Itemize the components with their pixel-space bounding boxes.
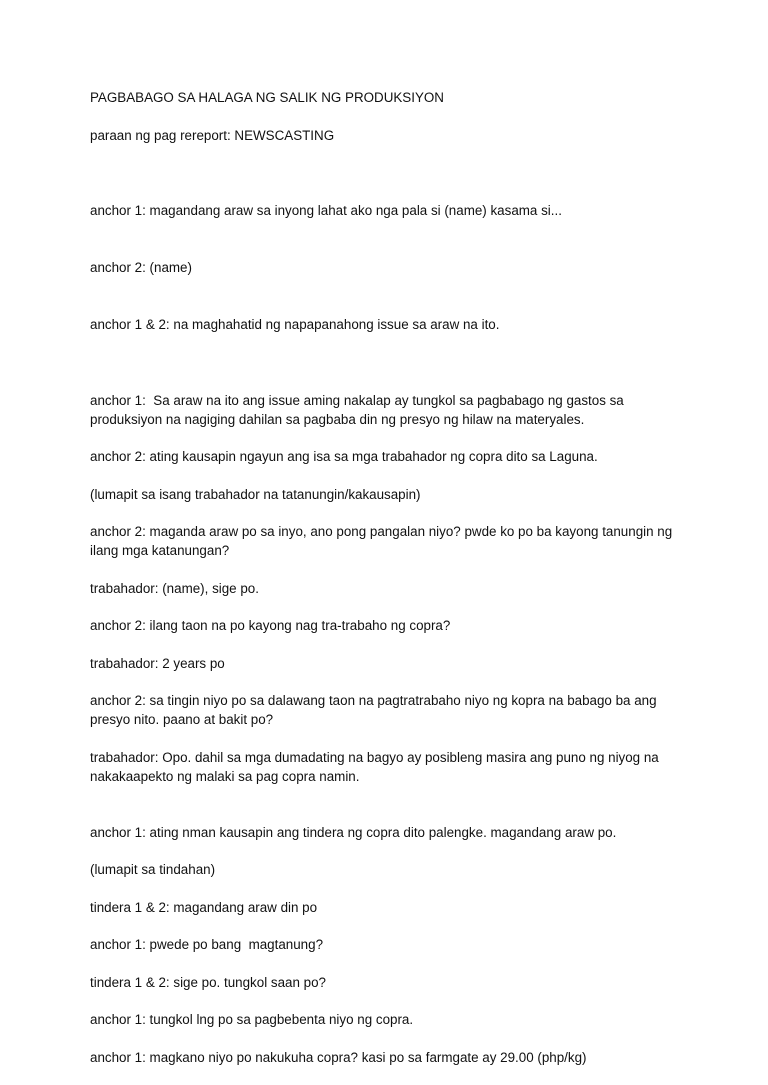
dialogue-paragraph: tindera 1 & 2: sige po. tungkol saan po?: [90, 974, 326, 990]
dialogue-paragraph: anchor 1: tungkol lng po sa pagbebenta niyo ng copra.: [90, 1012, 414, 1027]
document-title: PAGBABAGO SA HALAGA NG SALIK NG PRODUKSIYON: [90, 90, 444, 105]
dialogue-paragraph: anchor 1: magkano niyo po nakukuha copra? kasi po sa farmgate ay 29.00 (php/kg): [90, 1049, 587, 1065]
dialogue-paragraph: trabahador: 2 years po: [90, 655, 225, 671]
document-subtitle: paraan ng pag rereport: NEWSCASTING: [90, 127, 335, 143]
intro-line: anchor 2: (name): [90, 260, 192, 275]
dialogue-paragraph: anchor 2: sa tingin niyo po sa dalawang taon na pagtratrabaho niyo ng kopra na babago ba ang presyo nito. paano at bakit po?: [90, 693, 661, 727]
dialogue-paragraph: anchor 2: ating kausapin ngayun ang isa sa mga trabahador ng copra dito sa Laguna.: [90, 449, 598, 464]
dialogue-paragraph: anchor 1: Sa araw na ito ang issue aming nakalap ay tungkol sa pagbabago ng gastos sa produksiyon na nagiging dahilan sa pagbaba din ng presyo ng hilaw na materyales.: [90, 392, 628, 427]
dialogue-paragraph: anchor 2: ilang taon na po kayong nag tra-trabaho ng copra?: [90, 618, 451, 633]
intro-block: [90, 163, 690, 372]
intro-line: anchor 1: magandang araw sa inyong lahat ako nga pala si (name) kasama si...: [90, 203, 562, 218]
dialogue-paragraph: trabahador: (name), sige po.: [90, 580, 259, 596]
stage-direction: (lumapit sa tindahan): [90, 862, 216, 877]
dialogue-paragraph: anchor 2: maganda araw po sa inyo, ano pong pangalan niyo? pwde ko po ba kayong tanungin ng ilang mga katanungan?: [90, 524, 676, 558]
dialogue-paragraph: trabahador: Opo. dahil sa mga dumadating na bagyo ay posibleng masira ang puno ng niyog na nakakaapekto ng malaki sa pag copra namin.: [90, 749, 663, 784]
stage-direction: (lumapit sa isang trabahador na tatanungin/kakausapin): [90, 486, 421, 502]
dialogue-paragraph: anchor 1: ating nman kausapin ang tindera ng copra dito palengke. magandang araw po.: [90, 824, 617, 840]
dialogue-paragraph: tindera 1 & 2: magandang araw din po: [90, 899, 318, 915]
intro-line: anchor 1 & 2: na maghahatid ng napapanahong issue sa araw na ito.: [90, 317, 500, 332]
dialogue-paragraph: anchor 1: pwede po bang magtanung?: [90, 937, 324, 952]
document-body: [90, 88, 690, 1085]
